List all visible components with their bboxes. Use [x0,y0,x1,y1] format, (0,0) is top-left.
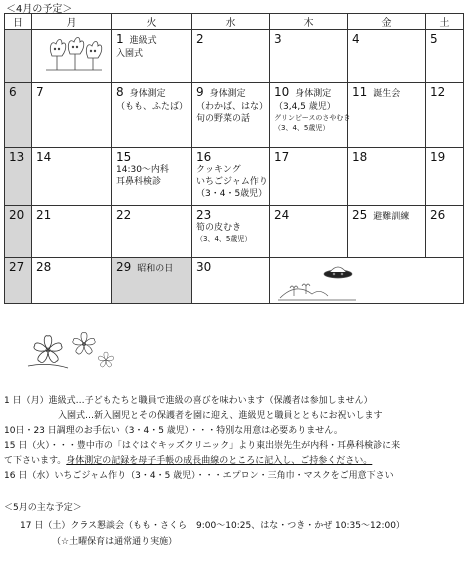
note-text: 16 日（水）いちごジャム作り（3・4・5 歳児）・・・エプロン・三角巾・マスクをご用意下さい [4,471,394,481]
calendar-day-cell [426,30,464,83]
weekday-fri: 金 [348,14,426,30]
day-event: （3・4・5歳児） [196,189,268,199]
day-event: いちごジャム作り [196,177,268,187]
calendar-day-cell [32,30,112,83]
calendar-day-cell [348,30,426,83]
day-number: 14 [36,150,52,164]
day-number: 21 [36,208,52,222]
day-number: 16 [196,150,212,164]
day-number: 8 身体測定 [116,85,166,99]
calendar-day-cell [32,206,112,258]
weekday-mon: 月 [32,14,112,30]
calendar-day-cell [5,83,32,148]
weekday-tue: 火 [112,14,192,30]
day-number: 7 [36,85,44,99]
day-number: 5 [430,32,438,46]
note-text: 10日・23 日調理のお手伝い（3・4・5 歳児）・・・特別な用意は必要ありません。 [4,426,343,436]
calendar-day-cell [5,258,32,304]
day-event: 入園式 [116,49,144,59]
april-heading: ＜4月の予定＞ [6,4,73,15]
day-event-inline: 誕生会 [373,89,401,99]
day-number: 25 避難訓練 [352,208,410,222]
day-event-inline: 身体測定 [295,89,332,99]
day-number: 6 [9,85,17,99]
day-event: 筍の皮むき [196,223,242,233]
calendar-week-row [5,30,464,83]
day-number: 10 身体測定 [274,85,332,99]
note-line [4,425,343,438]
day-number: 17 [274,150,290,164]
calendar-day-cell [5,206,32,258]
weekday-thu: 木 [270,14,348,30]
note-line [4,395,373,408]
day-event: グリンピースのさやむき [274,114,351,122]
day-number: 29 昭和の日 [116,260,174,274]
calendar-day-cell [426,148,464,206]
calendar-day-cell [270,83,351,148]
day-event-inline: 身体測定 [209,89,246,99]
day-number: 1 進級式 [116,32,157,46]
calendar-day-cell [192,258,270,304]
calendar-day-cell [348,83,426,148]
day-event: （3、4、5歳児） [274,124,330,132]
calendar-day-cell [112,206,192,258]
weekday-header-row [5,14,464,30]
day-number: 30 [196,260,212,274]
day-number: 13 [9,150,25,164]
calendar-day-cell [112,30,192,83]
calendar-week-row [5,83,464,148]
note-text: て下さいます。 [4,456,67,466]
day-event-inline: 身体測定 [129,89,166,99]
calendar-day-cell [270,148,348,206]
note-line [58,410,383,423]
note-line [4,470,394,483]
day-number: 23 [196,208,212,222]
calendar-day-cell [112,258,192,304]
calendar-week-row [5,206,464,258]
day-event-inline: 昭和の日 [137,264,174,274]
day-number: 19 [430,150,446,164]
calendar-day-cell [5,30,32,83]
calendar-day-cell [270,258,464,304]
may-heading: ＜5月の主な予定＞ [4,503,82,513]
day-number: 27 [9,260,25,274]
cherry-blossom-icon [18,322,118,374]
day-number: 12 [430,85,446,99]
note-text: 15 日（火）・・・豊中市の「はぐはぐキッズクリニック」より東出崇先生が内科・耳鼻科検診に来 [4,441,401,451]
day-number: 18 [352,150,368,164]
day-event: 旬の野菜の話 [196,114,251,124]
calendar-week-row [5,148,464,206]
calendar-day-cell [270,30,348,83]
day-number: 28 [36,260,52,274]
calendar-day-cell [32,83,112,148]
note-line [4,440,400,453]
day-number: 3 [274,32,282,46]
note-line [4,455,372,468]
day-number: 24 [274,208,290,222]
note-text: 1 日（月）進級式…子どもたちと職員で進級の喜びを味わいます（保護者は参加しません） [4,396,373,406]
day-number: 20 [9,208,25,222]
day-event: （3、4、5歳児） [196,235,252,243]
calendar-day-cell [112,148,192,206]
ufo-illustration-icon [276,260,366,302]
day-number: 2 [196,32,204,46]
calendar-day-cell [192,83,270,148]
calendar-day-cell [270,206,348,258]
day-event-inline: 避難訓練 [373,212,410,222]
may-event-line: 17 日（土）クラス懇談会（もも・さくら 9:00～10:25、はな・つき・かぜ 10:35～12:00） [20,521,405,531]
day-number: 11 誕生会 [352,85,401,99]
calendar-day-cell [192,148,270,206]
day-event: 耳鼻科検診 [116,177,162,187]
day-event: （3,4,5 歳児） [274,102,336,112]
calendar-week-row [5,258,464,304]
day-number: 22 [116,208,132,222]
calendar-day-cell [32,258,112,304]
calendar-day-cell [192,206,270,258]
day-event: クッキング [196,165,241,175]
day-number: 4 [352,32,360,46]
day-event: （もも、ふたば） [116,102,189,112]
weekday-wed: 水 [192,14,270,30]
tulip-illustration-icon [44,34,104,74]
calendar-day-cell [348,148,426,206]
day-event-inline: 進級式 [129,36,157,46]
weekday-sun: 日 [5,14,32,30]
calendar-day-cell [348,206,426,258]
day-event: （わかば、はな） [196,102,269,112]
day-event: 14:30～内科 [116,165,169,175]
calendar-day-cell [5,148,32,206]
calendar-day-cell [426,206,464,258]
calendar-day-cell [426,83,464,148]
calendar-day-cell [192,30,270,83]
note-text: 入園式…新入園児とその保護者を園に迎え、進級児と職員とともにお祝いします [58,411,383,421]
day-number: 15 [116,150,132,164]
calendar-day-cell [112,83,192,148]
day-number: 26 [430,208,446,222]
note-underlined-text: 身体測定の記録を母子手帳の成長曲線のところに記入し、ご持参ください。 [66,456,373,466]
calendar-day-cell [32,148,112,206]
weekday-sat: 土 [426,14,464,30]
day-number: 9 身体測定 [196,85,246,99]
april-calendar [4,13,464,304]
may-event-line: （☆土曜保育は通常通り実施） [52,537,178,547]
